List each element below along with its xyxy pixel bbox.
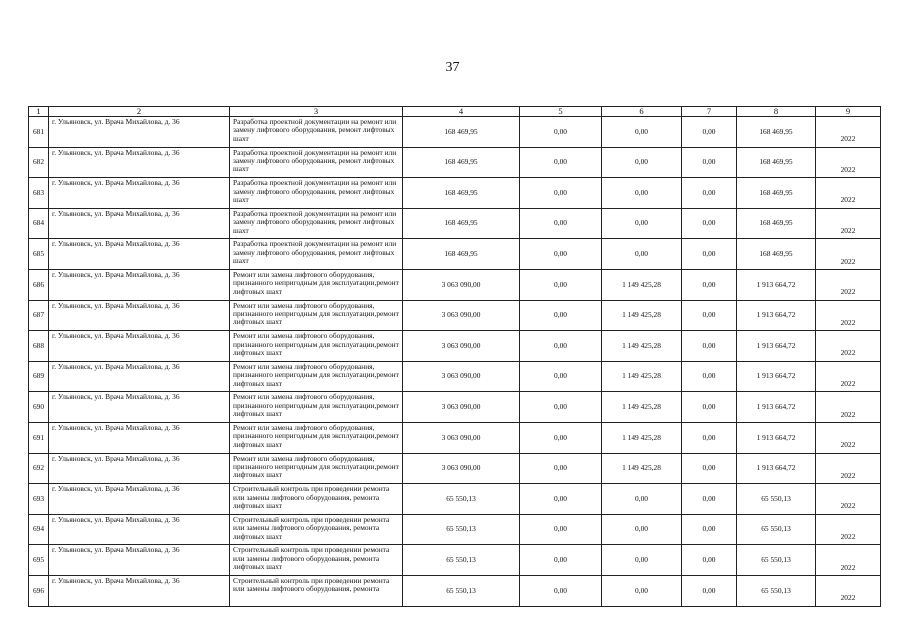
header-cell-6: 6 (602, 107, 682, 117)
row-number: 683 (29, 178, 49, 209)
amount-col5-cell: 0,00 (520, 239, 602, 270)
amount-col4-cell: 3 063 090,00 (403, 331, 520, 362)
work-description-cell: Ремонт или замена лифтового оборудования, признанного непригодным для эксплуатации,ремонт лифтовых шахт (230, 300, 403, 331)
year-cell: 2022 (816, 514, 881, 545)
table-row (29, 514, 881, 545)
amount-col4-cell: 168 469,95 (403, 178, 520, 209)
amount-col7-cell: 0,00 (682, 422, 737, 453)
header-cell-9: 9 (816, 107, 881, 117)
amount-col8-cell: 168 469,95 (737, 147, 816, 178)
table-row (29, 575, 881, 606)
table-row (29, 361, 881, 392)
row-number: 696 (29, 575, 49, 606)
year-cell: 2022 (816, 239, 881, 270)
row-number: 682 (29, 147, 49, 178)
amount-col8-cell: 168 469,95 (737, 117, 816, 148)
table-row (29, 269, 881, 300)
amount-col4-cell: 65 550,13 (403, 545, 520, 576)
row-number: 693 (29, 484, 49, 515)
address-cell: г. Ульяновск, ул. Врача Михайлова, д. 36 (49, 545, 230, 576)
row-number: 686 (29, 269, 49, 300)
row-number: 684 (29, 208, 49, 239)
amount-col7-cell: 0,00 (682, 514, 737, 545)
amount-col5-cell: 0,00 (520, 514, 602, 545)
amount-col4-cell: 3 063 090,00 (403, 269, 520, 300)
amount-col7-cell: 0,00 (682, 147, 737, 178)
amount-col5-cell: 0,00 (520, 361, 602, 392)
year-cell: 2022 (816, 147, 881, 178)
amount-col7-cell: 0,00 (682, 545, 737, 576)
amount-col5-cell: 0,00 (520, 484, 602, 515)
table-row (29, 331, 881, 362)
amount-col5-cell: 0,00 (520, 117, 602, 148)
table-row (29, 392, 881, 423)
header-cell-7: 7 (682, 107, 737, 117)
amount-col8-cell: 168 469,95 (737, 239, 816, 270)
address-cell: г. Ульяновск, ул. Врача Михайлова, д. 36 (49, 331, 230, 362)
amount-col6-cell: 0,00 (602, 239, 682, 270)
amount-col8-cell: 1 913 664,72 (737, 300, 816, 331)
address-cell: г. Ульяновск, ул. Врача Михайлова, д. 36 (49, 422, 230, 453)
work-description-cell: Ремонт или замена лифтового оборудования, признанного непригодным для эксплуатации,ремонт лифтовых шахт (230, 361, 403, 392)
work-description-cell: Ремонт или замена лифтового оборудования, признанного непригодным для эксплуатации,ремонт лифтовых шахт (230, 392, 403, 423)
address-cell: г. Ульяновск, ул. Врача Михайлова, д. 36 (49, 147, 230, 178)
address-cell: г. Ульяновск, ул. Врача Михайлова, д. 36 (49, 392, 230, 423)
address-cell: г. Ульяновск, ул. Врача Михайлова, д. 36 (49, 239, 230, 270)
amount-col8-cell: 65 550,13 (737, 545, 816, 576)
year-cell: 2022 (816, 422, 881, 453)
table-row (29, 453, 881, 484)
amount-col7-cell: 0,00 (682, 239, 737, 270)
year-cell: 2022 (816, 484, 881, 515)
row-number: 687 (29, 300, 49, 331)
row-number: 695 (29, 545, 49, 576)
table-row (29, 484, 881, 515)
amount-col6-cell: 1 149 425,28 (602, 453, 682, 484)
amount-col5-cell: 0,00 (520, 178, 602, 209)
amount-col7-cell: 0,00 (682, 178, 737, 209)
table-row (29, 239, 881, 270)
year-cell: 2022 (816, 269, 881, 300)
amount-col5-cell: 0,00 (520, 422, 602, 453)
address-cell: г. Ульяновск, ул. Врача Михайлова, д. 36 (49, 575, 230, 606)
row-number: 692 (29, 453, 49, 484)
amount-col7-cell: 0,00 (682, 300, 737, 331)
header-cell-2: 2 (49, 107, 230, 117)
amount-col6-cell: 0,00 (602, 514, 682, 545)
amount-col8-cell: 1 913 664,72 (737, 453, 816, 484)
amount-col5-cell: 0,00 (520, 208, 602, 239)
row-number: 681 (29, 117, 49, 148)
amount-col4-cell: 168 469,95 (403, 239, 520, 270)
address-cell: г. Ульяновск, ул. Врача Михайлова, д. 36 (49, 269, 230, 300)
amount-col4-cell: 3 063 090,00 (403, 453, 520, 484)
work-description-cell: Ремонт или замена лифтового оборудования, признанного непригодным для эксплуатации,ремонт лифтовых шахт (230, 331, 403, 362)
address-cell: г. Ульяновск, ул. Врача Михайлова, д. 36 (49, 514, 230, 545)
work-description-cell: Строительный контроль при проведении ремонта или замены лифтового оборудования, ремонта (230, 575, 403, 606)
amount-col4-cell: 65 550,13 (403, 514, 520, 545)
amount-col7-cell: 0,00 (682, 208, 737, 239)
amount-col8-cell: 168 469,95 (737, 208, 816, 239)
row-number: 690 (29, 392, 49, 423)
header-cell-4: 4 (403, 107, 520, 117)
table-row (29, 545, 881, 576)
amount-col5-cell: 0,00 (520, 453, 602, 484)
address-cell: г. Ульяновск, ул. Врача Михайлова, д. 36 (49, 208, 230, 239)
work-description-cell: Разработка проектной документации на ремонт или замену лифтового оборудования, ремонт лифтовых шахт (230, 239, 403, 270)
amount-col6-cell: 0,00 (602, 545, 682, 576)
work-description-cell: Ремонт или замена лифтового оборудования, признанного непригодным для эксплуатации,ремонт лифтовых шахт (230, 269, 403, 300)
table-row (29, 208, 881, 239)
amount-col8-cell: 65 550,13 (737, 575, 816, 606)
header-cell-1: 1 (29, 107, 49, 117)
amount-col5-cell: 0,00 (520, 575, 602, 606)
amount-col5-cell: 0,00 (520, 331, 602, 362)
amount-col8-cell: 65 550,13 (737, 484, 816, 515)
amount-col5-cell: 0,00 (520, 545, 602, 576)
address-cell: г. Ульяновск, ул. Врача Михайлова, д. 36 (49, 361, 230, 392)
amount-col6-cell: 0,00 (602, 117, 682, 148)
amount-col8-cell: 1 913 664,72 (737, 331, 816, 362)
header-cell-5: 5 (520, 107, 602, 117)
table-body (29, 107, 881, 607)
amount-col7-cell: 0,00 (682, 484, 737, 515)
header-cell-3: 3 (230, 107, 403, 117)
amount-col6-cell: 1 149 425,28 (602, 392, 682, 423)
table-row (29, 117, 881, 148)
work-description-cell: Ремонт или замена лифтового оборудования, признанного непригодным для эксплуатации,ремонт лифтовых шахт (230, 453, 403, 484)
year-cell: 2022 (816, 208, 881, 239)
work-description-cell: Разработка проектной документации на ремонт или замену лифтового оборудования, ремонт лифтовых шахт (230, 147, 403, 178)
year-cell: 2022 (816, 361, 881, 392)
year-cell: 2022 (816, 178, 881, 209)
address-cell: г. Ульяновск, ул. Врача Михайлова, д. 36 (49, 484, 230, 515)
register-table (28, 106, 881, 607)
amount-col6-cell: 1 149 425,28 (602, 269, 682, 300)
row-number: 694 (29, 514, 49, 545)
amount-col4-cell: 65 550,13 (403, 484, 520, 515)
amount-col6-cell: 1 149 425,28 (602, 331, 682, 362)
amount-col8-cell: 1 913 664,72 (737, 361, 816, 392)
amount-col5-cell: 0,00 (520, 269, 602, 300)
amount-col7-cell: 0,00 (682, 453, 737, 484)
row-number: 691 (29, 422, 49, 453)
work-description-cell: Ремонт или замена лифтового оборудования, признанного непригодным для эксплуатации,ремонт лифтовых шахт (230, 422, 403, 453)
amount-col4-cell: 3 063 090,00 (403, 392, 520, 423)
amount-col6-cell: 1 149 425,28 (602, 300, 682, 331)
row-number: 688 (29, 331, 49, 362)
amount-col8-cell: 65 550,13 (737, 514, 816, 545)
year-cell: 2022 (816, 453, 881, 484)
amount-col6-cell: 1 149 425,28 (602, 361, 682, 392)
amount-col4-cell: 168 469,95 (403, 117, 520, 148)
amount-col6-cell: 0,00 (602, 575, 682, 606)
amount-col4-cell: 168 469,95 (403, 208, 520, 239)
year-cell: 2022 (816, 300, 881, 331)
work-description-cell: Строительный контроль при проведении ремонта или замены лифтового оборудования, ремонта лифтовых шахт (230, 514, 403, 545)
amount-col4-cell: 168 469,95 (403, 147, 520, 178)
year-cell: 2022 (816, 575, 881, 606)
amount-col4-cell: 3 063 090,00 (403, 300, 520, 331)
amount-col4-cell: 3 063 090,00 (403, 422, 520, 453)
amount-col5-cell: 0,00 (520, 300, 602, 331)
amount-col6-cell: 0,00 (602, 147, 682, 178)
amount-col8-cell: 1 913 664,72 (737, 422, 816, 453)
amount-col4-cell: 65 550,13 (403, 575, 520, 606)
amount-col7-cell: 0,00 (682, 117, 737, 148)
table-header-row (29, 107, 881, 117)
table-row (29, 422, 881, 453)
amount-col5-cell: 0,00 (520, 392, 602, 423)
year-cell: 2022 (816, 545, 881, 576)
work-description-cell: Строительный контроль при проведении ремонта или замены лифтового оборудования, ремонта лифтовых шахт (230, 484, 403, 515)
amount-col7-cell: 0,00 (682, 392, 737, 423)
row-number: 685 (29, 239, 49, 270)
amount-col6-cell: 0,00 (602, 178, 682, 209)
address-cell: г. Ульяновск, ул. Врача Михайлова, д. 36 (49, 453, 230, 484)
address-cell: г. Ульяновск, ул. Врача Михайлова, д. 36 (49, 300, 230, 331)
amount-col6-cell: 1 149 425,28 (602, 422, 682, 453)
amount-col7-cell: 0,00 (682, 575, 737, 606)
work-description-cell: Разработка проектной документации на ремонт или замену лифтового оборудования, ремонт лифтовых шахт (230, 178, 403, 209)
amount-col7-cell: 0,00 (682, 269, 737, 300)
amount-col5-cell: 0,00 (520, 147, 602, 178)
amount-col8-cell: 1 913 664,72 (737, 269, 816, 300)
address-cell: г. Ульяновск, ул. Врача Михайлова, д. 36 (49, 178, 230, 209)
table-row (29, 300, 881, 331)
amount-col8-cell: 1 913 664,72 (737, 392, 816, 423)
row-number: 689 (29, 361, 49, 392)
amount-col8-cell: 168 469,95 (737, 178, 816, 209)
work-description-cell: Строительный контроль при проведении ремонта или замены лифтового оборудования, ремонта лифтовых шахт (230, 545, 403, 576)
amount-col6-cell: 0,00 (602, 484, 682, 515)
year-cell: 2022 (816, 392, 881, 423)
year-cell: 2022 (816, 331, 881, 362)
work-description-cell: Разработка проектной документации на ремонт или замену лифтового оборудования, ремонт лифтовых шахт (230, 117, 403, 148)
amount-col4-cell: 3 063 090,00 (403, 361, 520, 392)
table-row (29, 178, 881, 209)
table-row (29, 147, 881, 178)
header-cell-8: 8 (737, 107, 816, 117)
year-cell: 2022 (816, 117, 881, 148)
amount-col7-cell: 0,00 (682, 331, 737, 362)
page-number: 37 (445, 60, 460, 75)
work-description-cell: Разработка проектной документации на ремонт или замену лифтового оборудования, ремонт лифтовых шахт (230, 208, 403, 239)
amount-col6-cell: 0,00 (602, 208, 682, 239)
address-cell: г. Ульяновск, ул. Врача Михайлова, д. 36 (49, 117, 230, 148)
amount-col7-cell: 0,00 (682, 361, 737, 392)
